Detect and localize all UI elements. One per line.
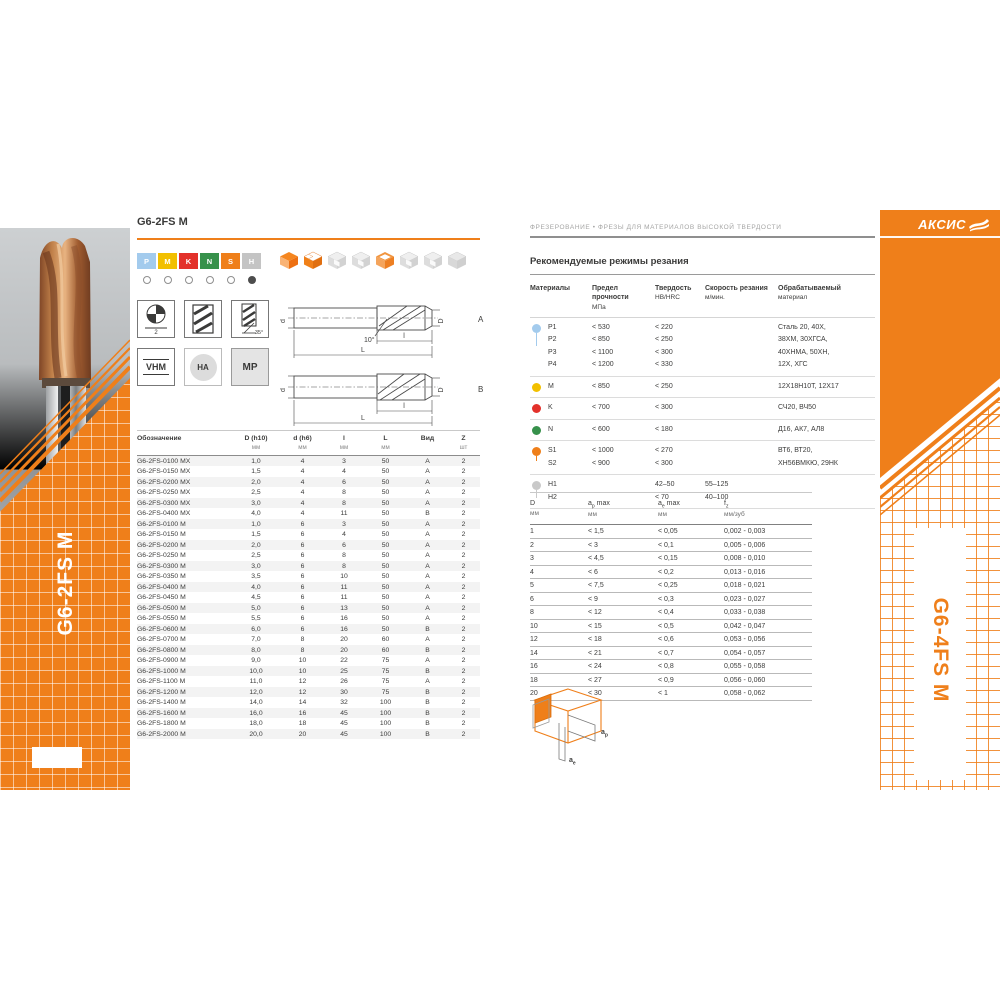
- right-sidebar-rule: [880, 236, 1000, 238]
- feed-table-row: 6 < 9 < 0,3 0,023 - 0,027: [530, 593, 812, 607]
- section-title: Рекомендуемые режимы резания: [530, 256, 689, 267]
- size-table-row: G6-2FS-0300 MX 3,0 4 8 50 A 2: [137, 498, 480, 509]
- size-col-header: L мм: [381, 435, 390, 451]
- size-table-row: G6-2FS-0100 M 1,0 6 3 50 A 2: [137, 519, 480, 530]
- size-table-row: G6-2FS-0500 M 5,0 6 13 50 A 2: [137, 603, 480, 614]
- size-table-row: G6-2FS-0100 MX 1,0 4 3 50 A 2: [137, 456, 480, 467]
- operation-cube-4: [350, 250, 372, 275]
- material-dot-stem: [536, 333, 538, 346]
- operation-cube-3: [326, 250, 348, 275]
- size-table-body: [137, 456, 480, 740]
- operation-cube-5: [374, 250, 396, 275]
- feed-table-row: 18 < 27 < 0,9 0,056 - 0,060: [530, 674, 812, 688]
- right-sidebar: [880, 210, 1000, 790]
- size-col-header: d (h6) мм: [293, 435, 312, 451]
- cutting-group: M < 850 < 250 12Х18Н10Т, 12Х17: [530, 377, 875, 399]
- svg-text:D: D: [438, 318, 445, 324]
- cutting-modes-table: [530, 280, 875, 509]
- feed-table-row: 8 < 12 < 0,4 0,033 - 0,038: [530, 606, 812, 620]
- drawing-view-a: [280, 286, 485, 364]
- brand-logo: [880, 217, 990, 232]
- breadcrumb: ФРЕЗЕРОВАНИЕ • ФРЕЗЫ ДЛЯ МАТЕРИАЛОВ ВЫСОКОЙ ТВЕРДОСТИ: [530, 224, 782, 231]
- flute-count-icon: [137, 300, 175, 338]
- svg-text:35°: 35°: [254, 330, 264, 335]
- size-table-row: G6-2FS-0150 M 1,5 6 4 50 A 2: [137, 531, 466, 539]
- size-table-row: G6-2FS-0300 M 3,0 6 8 50 A 2: [137, 561, 480, 572]
- cutting-depth-diagram: [523, 683, 638, 780]
- feed-table-body: [530, 525, 812, 701]
- material-group-chips: [137, 253, 263, 269]
- size-table-row: G6-2FS-1200 M 12,0 12 30 75 B 2: [137, 687, 480, 698]
- material-dot-icon: [532, 324, 541, 333]
- size-table-row: G6-2FS-0200 M 2,0 6 6 50 A 2: [137, 540, 480, 551]
- svg-text:l: l: [403, 333, 405, 340]
- ap-label: $a_p$: [601, 729, 608, 739]
- feed-table-header: D мм $a_p$ max мм $a_e$ max мм $f_z$ мм/зуб: [530, 492, 812, 525]
- left-badge: [32, 747, 82, 768]
- feed-table-row: 2 < 3 < 0,1 0,005 - 0,006: [530, 539, 812, 553]
- size-table-row: G6-2FS-2000 M 20,0 20 45 100 B 2: [137, 729, 480, 740]
- vhm-material-icon: VHM: [137, 348, 175, 386]
- svg-text:10°: 10°: [364, 337, 375, 344]
- brand-logo-text: АКСИС: [918, 217, 966, 232]
- size-table-row: G6-2FS-1100 M 11,0 12 26 75 A 2: [137, 678, 466, 686]
- feed-table-row: 5 < 7,5 < 0,25 0,018 - 0,021: [530, 579, 812, 593]
- material-chip-n: N: [200, 253, 219, 269]
- material-indicator-s: [221, 276, 240, 284]
- cutting-group: P1 P2 P3 P4 < 530 < 850 < 1100 < 1200 < 220 < 250 < 300 < 330 Сталь 20, 40Х, 38ХМ, 30ХГСА, 40ХНМА, 50ХН, 12Х, ХГС: [530, 318, 875, 377]
- material-indicator-m: [158, 276, 177, 284]
- material-group-indicators: [137, 276, 263, 284]
- ae-label: $a_e$: [569, 757, 576, 767]
- svg-text:d: d: [280, 319, 287, 323]
- operation-cube-7: [422, 250, 444, 275]
- size-col-header: l мм: [339, 435, 349, 451]
- cutting-table-header: Материалы Предел прочности МПа Твердость НВ/HRC Скорость резания м/мин. Обрабатываемый материал: [530, 280, 875, 318]
- material-dot-stem: [536, 456, 538, 461]
- material-chip-m: M: [158, 253, 177, 269]
- material-chip-k: K: [179, 253, 198, 269]
- section-title-rule: [530, 274, 875, 275]
- svg-text:D: D: [438, 387, 445, 393]
- svg-text:l: l: [403, 403, 405, 410]
- size-table-row: G6-2FS-1000 M 10,0 10 25 75 B 2: [137, 666, 480, 677]
- size-col-header: Z шт: [459, 435, 468, 451]
- material-indicator-n: [200, 276, 219, 284]
- svg-text:2: 2: [154, 330, 158, 335]
- size-table-row: G6-2FS-0600 M 6,0 6 16 50 B 2: [137, 624, 480, 635]
- feed-table-row: 16 < 24 < 0,8 0,055 - 0,058: [530, 660, 812, 674]
- brand-logo-swoosh-icon: [968, 218, 990, 232]
- feed-table-row: 4 < 6 < 0,2 0,013 - 0,016: [530, 566, 812, 580]
- title-rule: [137, 238, 480, 240]
- right-vertical-title: G6-4FS M: [929, 597, 952, 703]
- material-chip-s: S: [221, 253, 240, 269]
- mp-grade-icon: MP: [231, 348, 269, 386]
- material-indicator-k: [179, 276, 198, 284]
- material-indicator-h: [242, 276, 261, 284]
- breadcrumb-rule: [530, 236, 875, 238]
- size-table-row: G6-2FS-0900 M 9,0 10 22 75 A 2: [137, 657, 466, 665]
- cutting-group: S1 S2 < 1000 < 900 < 270 < 300 ВТ6, ВТ20, ХН56ВМКЮ, 29НК: [530, 441, 875, 475]
- feed-table-row: 1 < 1,5 < 0,05 0,002 - 0,003: [530, 525, 812, 539]
- size-col-header: D (h10) мм: [244, 435, 268, 451]
- feed-table-row: 10 < 15 < 0,5 0,042 - 0,047: [530, 620, 812, 634]
- left-sidebar: [0, 228, 130, 790]
- material-dot-icon: [532, 481, 541, 490]
- operation-pictograms: [278, 250, 468, 275]
- left-vertical-title: G6-2FS M: [54, 530, 77, 636]
- material-indicator-p: [137, 276, 156, 284]
- size-table-row: G6-2FS-1600 M 16,0 16 45 100 B 2: [137, 708, 480, 719]
- size-table-row: G6-2FS-0550 M 5,5 6 16 50 A 2: [137, 615, 466, 623]
- size-col-header: Вид: [420, 435, 435, 442]
- cutting-group: K < 700 < 300 СЧ20, ВЧ50: [530, 398, 875, 420]
- size-table-row: G6-2FS-0700 M 7,0 8 20 60 A 2: [137, 636, 466, 644]
- svg-text:L: L: [361, 347, 365, 354]
- svg-text:A: A: [478, 315, 484, 324]
- ha-shank-icon: HA: [184, 348, 222, 386]
- feed-table-row: 14 < 21 < 0,7 0,054 - 0,057: [530, 647, 812, 661]
- tool-icons-row-1: [137, 300, 278, 338]
- operation-cube-2: [302, 250, 324, 275]
- operation-cube-6: [398, 250, 420, 275]
- material-dot-icon: [532, 404, 541, 413]
- helix-angle-icon: [231, 300, 269, 338]
- feed-table-row: 3 < 4,5 < 0,15 0,008 - 0,010: [530, 552, 812, 566]
- feed-table: [530, 492, 812, 701]
- operation-cube-8: [446, 250, 468, 275]
- drawing-view-b: [280, 362, 485, 432]
- material-dot-icon: [532, 383, 541, 392]
- size-table-row: G6-2FS-0200 MX 2,0 4 6 50 A 2: [137, 477, 480, 488]
- size-table-row: G6-2FS-0350 M 3,5 6 10 50 A 2: [137, 573, 466, 581]
- size-table-row: G6-2FS-0150 MX 1,5 4 4 50 A 2: [137, 468, 466, 476]
- material-chip-h: H: [242, 253, 261, 269]
- size-table-header: [137, 430, 480, 456]
- page-title: G6-2FS M: [137, 216, 188, 228]
- size-table-row: G6-2FS-0450 M 4,5 6 11 50 A 2: [137, 594, 466, 602]
- material-chip-p: P: [137, 253, 156, 269]
- size-table-row: G6-2FS-1800 M 18,0 18 45 100 B 2: [137, 720, 466, 728]
- cutting-group: N < 600 < 180 Д16, АК7, АЛ8: [530, 420, 875, 442]
- cutting-table-body: [530, 318, 875, 510]
- svg-text:B: B: [478, 385, 484, 394]
- size-table-row: G6-2FS-1400 M 14,0 14 32 100 B 2: [137, 699, 466, 707]
- svg-text:d: d: [280, 388, 287, 392]
- helix-icon: [184, 300, 222, 338]
- size-table-row: G6-2FS-0800 M 8,0 8 20 60 B 2: [137, 645, 480, 656]
- cutting-group: H1 H2 42–50 < 70 55–125 40–100: [530, 475, 875, 509]
- tool-icons-row-2: [137, 348, 278, 386]
- size-table: [137, 430, 480, 739]
- svg-text:L: L: [361, 415, 365, 422]
- material-dot-icon: [532, 447, 541, 456]
- size-table-row: G6-2FS-0250 M 2,5 6 8 50 A 2: [137, 552, 466, 560]
- size-table-row: G6-2FS-0400 M 4,0 6 11 50 A 2: [137, 582, 480, 593]
- operation-cube-1: [278, 250, 300, 275]
- material-dot-icon: [532, 426, 541, 435]
- size-col-header: Обозначение: [137, 435, 182, 442]
- feed-table-row: 12 < 18 < 0,6 0,053 - 0,056: [530, 633, 812, 647]
- size-table-row: G6-2FS-0400 MX 4,0 4 11 50 B 2: [137, 510, 466, 518]
- size-table-row: G6-2FS-0250 MX 2,5 4 8 50 A 2: [137, 489, 466, 497]
- feed-table-row: 20 < 30 < 1 0,058 - 0,062: [530, 687, 812, 701]
